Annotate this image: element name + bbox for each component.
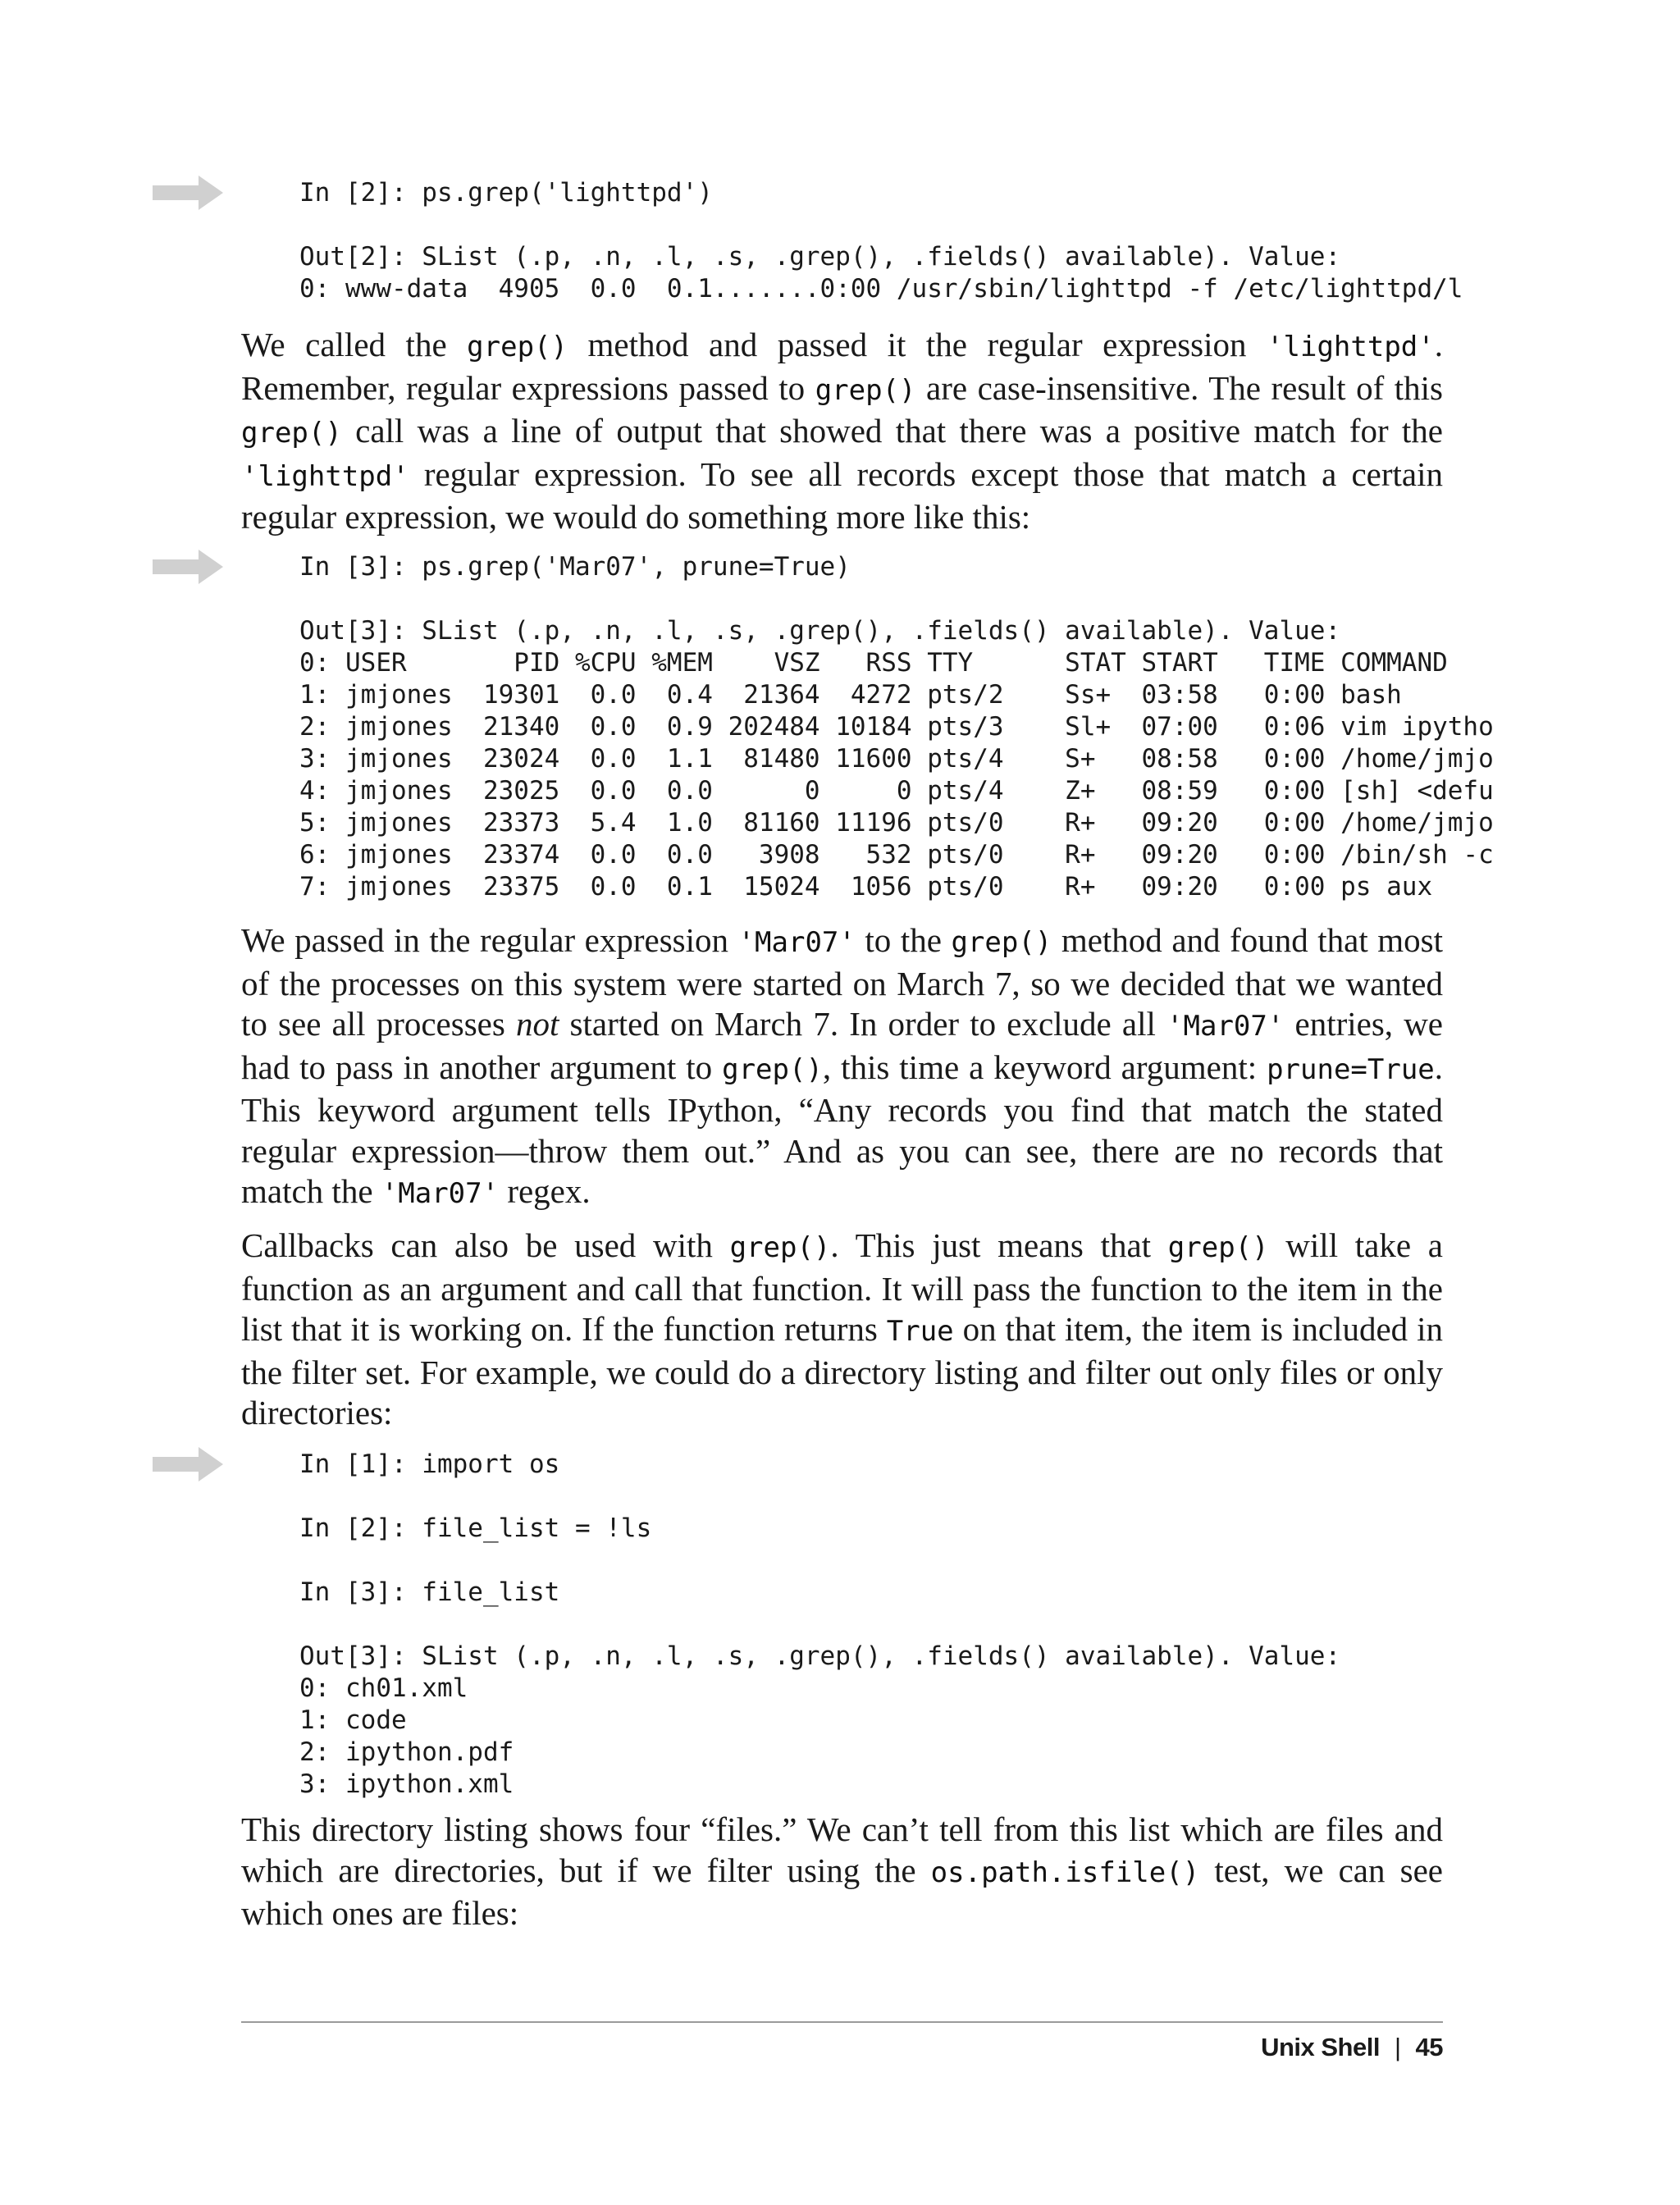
- section-title: Unix Shell: [1261, 2033, 1380, 2061]
- footer-divider: [241, 2021, 1443, 2023]
- code-block-2: In [3]: ps.grep('Mar07', prune=True) Out[3]: SList (.p, .n, .l, .s, .grep(), .fields() available). Value: 0: USER PID %CPU %MEM VSZ RSS TTY STAT START TIME COMMAND 1: jmjones 19301 0.0 0.4 21364 4272 pts/2 Ss+ 03:58 0:00 bash 2: jmjones 21340 0.0 0.9 202484 10184 pts/3 Sl+ 07:00 0:06 vim ipytho 3: jmjones 23024 0.0 1.1 81480 11600 pts/4 S+ 08:58 0:00 /home/jmjo 4: jmjones 23025 0.0 0.0 0 0 pts/4 Z+ 08:59 0:00 [sh] <defu 5: jmjones 23373 5.4 1.0 81160 11196 pts/0 R+ 09:20 0:00 /home/jmjo 6: jmjones 23374 0.0 0.0 3908 532 pts/0 R+ 09:20 0:00 /bin/sh -c 7: jmjones 23375 0.0 0.1 15024 1056 pts/0 R+ 09:20 0:00 ps aux: [299, 552, 1494, 902]
- paragraph-3: Callbacks can also be used with grep(). This just means that grep() will take a function as an argument and call that function. It will pass the function to the item in the list that it is working on. If the function returns True on that item, the item is included in the filter set. For example, we could do a directory listing and filter out only files or only directories:: [241, 1226, 1443, 1431]
- code-block-1: In [2]: ps.grep('lighttpd') Out[2]: SList (.p, .n, .l, .s, .grep(), .fields() available). Value: 0: www-data 4905 0.0 0.1.......0:00 /usr/sbin/lighttpd -f /etc/lighttpd/l: [299, 178, 1463, 304]
- page-number: 45: [1415, 2033, 1443, 2061]
- paragraph-1: We called the grep() method and passed it the regular expression 'lighttpd'. Remember, regular expressions passed to grep() are case-insensitive. The result of this grep() call was a line of output that showed that there was a positive match for the 'lighttpd' regular expression. To see all records except those that match a certain regular expression, we would do something more like this:: [241, 326, 1443, 536]
- paragraph-4: This directory listing shows four “files.” We can’t tell from this list which are files and which are directories, but if we filter using the os.path.isfile() test, we can see which ones are files:: [241, 1810, 1443, 1932]
- right-arrow-icon: [153, 550, 223, 584]
- right-arrow-icon: [153, 176, 223, 210]
- code-block-3: In [1]: import os In [2]: file_list = !ls In [3]: file_list Out[3]: SList (.p, .n, .l, .s, .grep(), .fields() available). Value: 0: ch01.xml 1: code 2: ipython.pdf 3: ipython.xml: [299, 1449, 1341, 1799]
- page-footer: [1261, 2033, 1443, 2062]
- right-arrow-icon: [153, 1447, 223, 1481]
- paragraph-2: We passed in the regular expression 'Mar07' to the grep() method and found that most of the processes on this system were started on March 7, so we decided that we wanted to see all processes not started on March 7. In order to exclude all 'Mar07' entries, we had to pass in another argument to grep(), this time a keyword argument: prune=True. This keyword argument tells IPython, “Any records you find that match the stated regular expression—throw them out.” And as you can see, there are no records that match the 'Mar07' regex.: [241, 921, 1444, 1210]
- footer-separator: |: [1394, 2033, 1401, 2061]
